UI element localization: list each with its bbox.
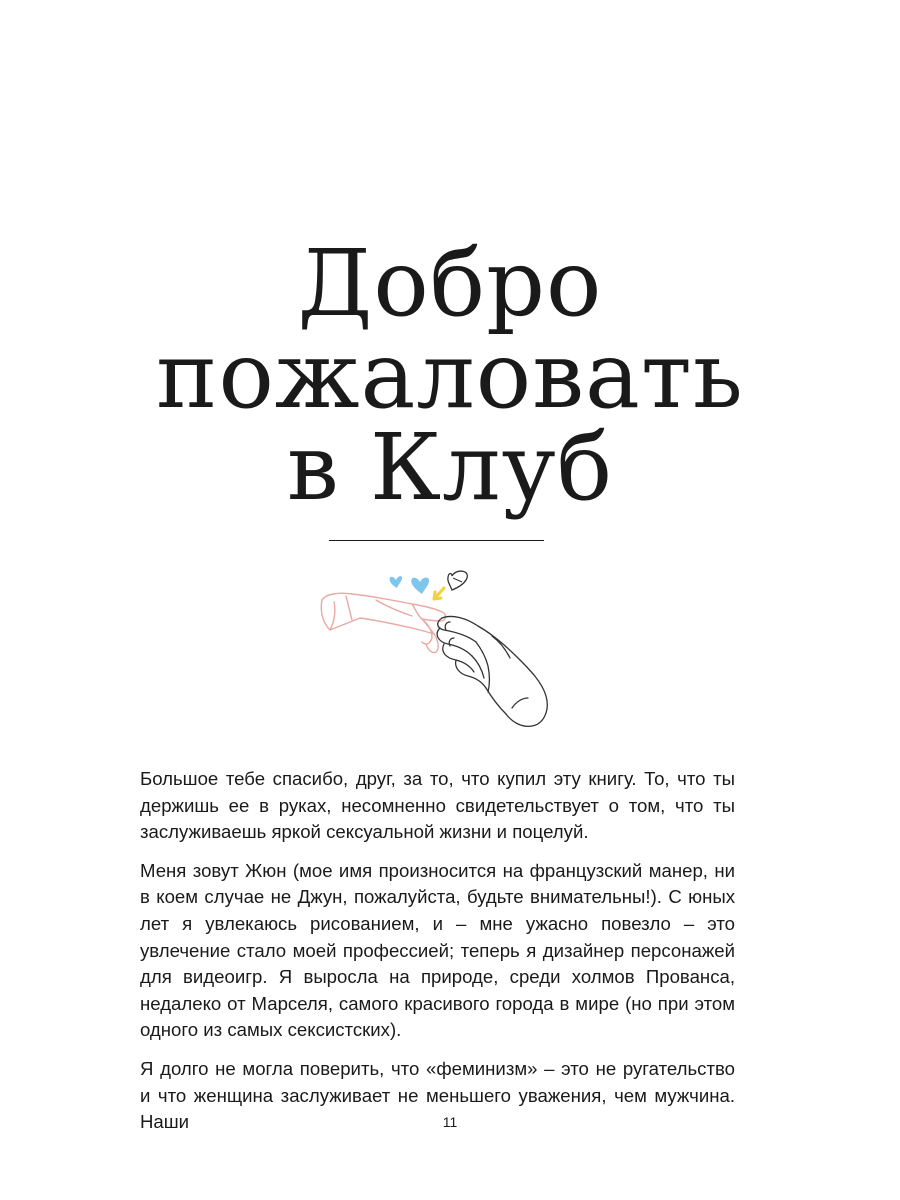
chapter-title-line-2: пожаловать (156, 322, 744, 429)
blue-heart-small-icon (390, 576, 403, 588)
title-divider (329, 540, 544, 541)
hands-touching-icon (316, 566, 562, 736)
paragraph-3: Я долго не могла поверить, что «феминизм» – это не ругательство и что женщина заслуживает не меньшего уважения, чем мужчина. Наши (140, 1057, 735, 1133)
paragraph-1: Большое тебе спасибо, друг, за то, что купил эту книгу. То, что ты держишь ее в руках, несомненно свидетельствует о том, что ты заслуживаешь яркой сексуальной жизни и поцелуй. (140, 768, 735, 843)
chapter-title-line-3: в Клуб (286, 414, 614, 521)
body-text (140, 766, 735, 1148)
pink-hand-icon (321, 593, 445, 652)
paragraph-2: Меня зовут Жюн (мое имя произносится на французский манер, ни в коем случае не Джун, пожалуйста, будьте внимательны!). С юных лет я увлекаюсь рисованием, и – мне ужасно повезло – это увлечение стало моей профессией; теперь я дизайнер персонажей для видеоигр. Я выросла на природе, среди холмов Прованса, недалеко от Марселя, самого красивого города в мире (но при этом одного из самых сексистских). (140, 859, 735, 1041)
yellow-arrow-icon (434, 588, 444, 599)
chapter-title-line-1: Добро (297, 230, 603, 337)
dark-hand-icon (437, 616, 547, 726)
chapter-title (0, 230, 900, 521)
page-number: 11 (442, 1114, 458, 1130)
blue-heart-large-icon (411, 578, 429, 595)
